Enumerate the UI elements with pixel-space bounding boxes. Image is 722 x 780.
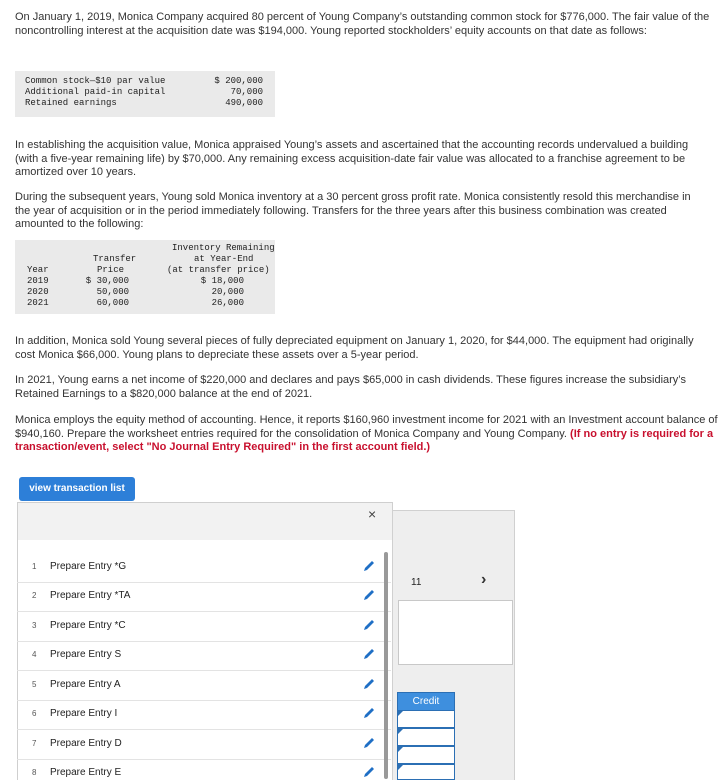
pencil-icon[interactable] [362,706,376,720]
description-box [398,600,513,665]
pencil-icon[interactable] [362,588,376,602]
entry-label: Prepare Entry A [50,679,121,690]
entry-list-header [18,503,392,540]
list-item[interactable] [17,553,391,583]
view-transaction-list-button[interactable]: view transaction list [19,477,135,501]
paragraph-instructions [15,414,720,455]
entry-number: 3 [32,621,37,630]
entry-label: Prepare Entry E [50,767,122,778]
paragraph-valuation: In establishing the acquisition value, Monica appraised Young’s assets and ascertained that the accounting records undervalued a building (with a five-year remaining life) by $70,000. Any remaining excess acquisition-date fair value was allocated to a franchise agreement to be amortized over 10 years. [15,139,689,178]
equity-label: Additional paid-in capital [25,87,166,97]
credit-column-header: Credit [397,692,455,711]
equity-label: Common stock—$10 par value [25,76,166,86]
entry-number: 7 [32,739,37,748]
row-year: 2019 [27,276,49,286]
page-number: 11 [411,577,422,588]
list-item[interactable] [17,612,391,642]
entry-number: 4 [32,650,37,659]
entry-label: Prepare Entry *G [50,561,127,572]
pencil-icon[interactable] [362,765,376,779]
entry-number: 8 [32,768,37,777]
row-price: $ 30,000 [85,276,129,286]
instructions-text: Monica employs the equity method of accounting. Hence, it reports $160,960 investment income for 2021 with an Investment account balance of $940,160. Prepare the worksheet entries required for the consolidation of Monica Company and Young Company. [15,414,718,440]
scrollbar[interactable] [384,552,388,779]
equity-row [25,98,117,109]
entry-label: Prepare Entry *TA [50,590,131,601]
col-header-price-2: Price [97,265,125,275]
credit-input[interactable] [397,710,455,728]
equity-row [25,76,165,87]
row-inventory: 26,000 [211,298,244,308]
row-inventory: 20,000 [211,287,244,297]
col-header-inv-3: (at transfer price) [167,265,270,275]
list-item[interactable] [17,700,391,730]
entry-number: 2 [32,591,37,600]
list-item[interactable] [17,730,391,760]
pencil-icon[interactable] [362,736,376,750]
entry-label: Prepare Entry I [50,708,118,719]
equity-table [15,71,275,117]
chevron-right-icon[interactable]: › [481,571,487,588]
col-header-inv-2: at Year-End [194,254,254,264]
close-icon[interactable]: × [368,506,377,522]
col-header-inv-1: Inventory Remaining [172,243,275,253]
equity-row [25,87,165,98]
pencil-icon[interactable] [362,677,376,691]
row-year: 2020 [27,287,49,297]
transfer-table [15,240,275,314]
pencil-icon[interactable] [362,647,376,661]
entry-number: 5 [32,680,37,689]
row-year: 2021 [27,298,49,308]
paragraph-transfers: During the subsequent years, Young sold Monica inventory at a 30 percent gross profit rate. Monica consistently resold this merchandise in the year of acquisition or in the period immediately following. Transfers for the three years after this business combination was created amounted to the following: [15,191,691,230]
col-header-price-1: Transfer [93,254,137,264]
pencil-icon[interactable] [362,618,376,632]
credit-input[interactable] [397,764,455,780]
paragraph-equipment: In addition, Monica sold Young several pieces of fully depreciated equipment on January 1, 2020, for $44,000. The equipment had originally cost Monica $66,000. Young plans to depreciate these assets over a 5-year period. [15,335,694,361]
row-price: 60,000 [96,298,129,308]
entry-number: 1 [32,562,37,571]
list-item[interactable] [17,759,391,779]
equity-label: Retained earnings [25,98,117,108]
credit-input[interactable] [397,746,455,764]
entry-label: Prepare Entry D [50,738,122,749]
pencil-icon[interactable] [362,559,376,573]
instructions-note: (If no entry is required for a transaction/event, select "No Journal Entry Required" in the first account field.) [15,427,714,453]
list-item[interactable] [17,671,391,701]
col-header-year: Year [27,265,49,275]
equity-value: 70,000 [230,87,263,97]
list-item[interactable] [17,641,391,671]
paragraph-net-income: In 2021, Young earns a net income of $220,000 and declares and pays $65,000 in cash dividends. These figures increase the subsidiary’s Retained Earnings to a $820,000 balance at the end of 2021. [15,374,687,400]
entry-label: Prepare Entry S [50,649,122,660]
row-inventory: $ 18,000 [200,276,244,286]
list-item[interactable] [17,582,391,612]
equity-value: $ 200,000 [214,76,263,86]
entry-number: 6 [32,709,37,718]
credit-input[interactable] [397,728,455,746]
row-price: 50,000 [96,287,129,297]
intro-paragraph: On January 1, 2019, Monica Company acquired 80 percent of Young Company’s outstanding common stock for $776,000. The fair value of the noncontrolling interest at the acquisition date was $194,000. Young reported stockholders’ equity accounts on that date as follows: [15,11,710,37]
entry-label: Prepare Entry *C [50,620,126,631]
equity-value: 490,000 [225,98,263,108]
